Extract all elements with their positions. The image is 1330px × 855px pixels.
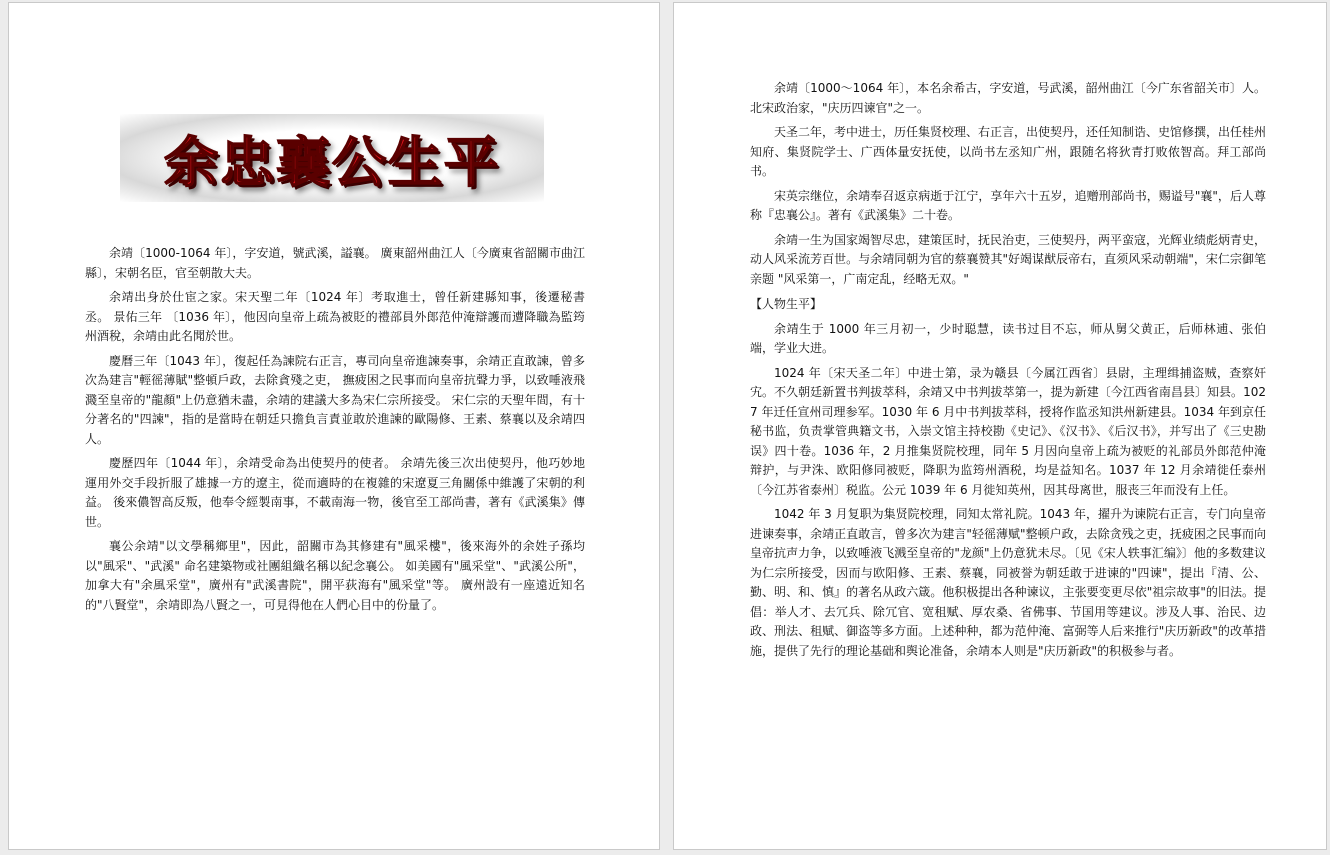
title-banner [120, 114, 544, 202]
document-page-right [673, 2, 1327, 850]
paragraph: 慶曆三年〔1043 年〕，復起任為諫院右正言，專司向皇帝進諫奏事，余靖正直敢諫，曾多次為建言"輕徭薄賦"整頓戶政，去除貪殘之吏， 撫疲困之民事而向皇帝抗聲力爭，以致唾液飛濺至皇帝的"龍顏"上仍意猶未盡，余靖的建議大多為宋仁宗所接受。 宋仁宗的天聖年間，有十分著名的"四諫"，指的是當時在朝廷只擔負言責並敢於進諫的歐陽修、王素、蔡襄以及余靖四人。 [85, 353, 585, 446]
paragraph: 1024 年〔宋天圣二年〕中进士第，录为赣县〔今属江西省〕县尉，主理缉捕盗贼，查察奸宄。不久朝廷新置书判拔萃科，余靖又中书判拔萃第一，提为新建〔今江西省南昌县〕知县。1027 年迁任宣州司理参军。1030 年 6 月中书判拔萃科，授将作监丞知洪州新建县。1034 年到京任秘书监，负责掌管典籍文书，入崇文馆主持校勘《史记》、《汉书》、《后汉书》，并写出了《三史勘误》四十卷。1036 年，2 月推集贤院校理，同年 5 月因向皇帝上疏为被贬的礼部员外郎范仲淹辩护，与尹洙、欧阳修同被贬，降职为监筠州酒税，均是益知名。1037 年 12 月余靖徙任泰州〔今江苏省泰州〕税监。公元 1039 年 6 月徙知英州，因其母离世，服丧三年而没有上任。 [750, 365, 1266, 497]
right-body-text [750, 79, 1266, 666]
paragraph: 宋英宗继位，余靖奉召返京病逝于江宁，享年六十五岁，追赠刑部尚书，赐谥号"襄"，后人尊称『忠襄公』。著有《武溪集》二十卷。 [750, 188, 1266, 222]
paragraph: 余靖生于 1000 年三月初一，少时聪慧，读书过目不忘，师从舅父黄正，后师林逋、张伯端，学业大进。 [750, 321, 1266, 355]
paragraph: 余靖一生为国家竭智尽忠，建策匡时，抚民治吏，三使契丹，两平蛮寇，光辉业绩彪炳青史，动人风采流芳百世。与余靖同朝为官的蔡襄赞其"好竭谋猷辰帝右，直须风采动朝端"，宋仁宗御笔亲题 "风采第一，广南定乱，经略无双。" [750, 232, 1267, 286]
paragraph: 襄公余靖"以文學稱鄉里"，因此，韶關市為其修建有"風采樓"，後來海外的余姓子孫均以"風采"、"武溪" 命名建築物或社團組織名稱以紀念襄公。 如美國有"風采堂"、"武溪公所"，加拿大有"余風采堂"，廣州有"武溪書院"，開平荻海有"風采堂"等。 廣州設有一座遠近知名的"八賢堂"，余靖即為八賢之一，可見得他在人們心目中的份量了。 [85, 539, 585, 612]
paragraph: 慶歷四年〔1044 年〕，余靖受命為出使契丹的使者。 余靖先後三次出使契丹，他巧妙地運用外交手段折服了雄據一方的遼主，從而適時的在複雜的宋遼夏三角關係中維護了宋朝的利益。 後來儂智高反叛，他奉令經製南事，不載南海一物，後官至工部尚書，著有《武溪集》傳世。 [85, 456, 585, 529]
left-body-text [85, 244, 585, 620]
paragraph: 余靖〔1000-1064 年〕，字安道，號武溪，謚襄。 廣東韶州曲江人〔今廣東省韶關市曲江縣〕，宋朝名臣，官至朝散大夫。 [85, 246, 585, 280]
page-title: 余忠襄公生平 [164, 130, 500, 194]
paragraph: 1042 年 3 月复职为集贤院校理，同知太常礼院。1043 年，擢升为谏院右正言，专门向皇帝进谏奏事，余靖正直敢言，曾多次为建言"轻徭薄赋"整顿户政，去除贪残之吏，抚疲困之民事而向皇帝抗声力争，以致唾液飞溅至皇帝的"龙颜"上仍意犹未尽。〔见《宋人轶事汇编》〕他的多数建议为仁宗所接受，因而与欧阳修、王素、蔡襄，同被誉为朝廷敢于进谏的"四谏"，提出『清、公、勤、明、和、慎』的著名从政六箴。他积极提出各种谏议，主张要变更尽依"祖宗故事"的旧法。提倡：举人才、去冗兵、除冗官、宽租赋、厚农桑、省佛事、节国用等建议。涉及人事、治民、边政、刑法、租赋、御盗等多方面。上述种种，都为范仲淹、富弼等人后来推行"庆历新政"的改革措施，提供了先行的理论基础和舆论准备，余靖本人则是"庆历新政"的积极参与者。 [750, 507, 1266, 658]
paragraph: 余靖出身於仕宦之家。宋天聖二年〔1024 年〕考取進士，曾任新建縣知事，後遷秘書丞。 景佑三年 〔1036 年〕，他因向皇帝上疏為被貶的禮部員外郎范仲淹辯護而遭降職為監筠州酒稅，余靖由此名聞於世。 [85, 290, 585, 343]
paragraph: 余靖〔1000～1064 年〕，本名余希古，字安道，号武溪，韶州曲江〔今广东省韶关市〕人。北宋政治家，"庆历四谏官"之一。 [750, 81, 1266, 115]
document-page-left [8, 2, 660, 850]
section-heading: 【人物生平】 [750, 297, 823, 311]
paragraph: 天圣二年，考中进士，历任集贤校理、右正言，出使契丹，还任知制诰、史馆修撰，出任桂州知府、集贤院学士、广西体量安抚使，以尚书左丞知广州，跟随名将狄青打败侬智高。拜工部尚书。 [750, 125, 1267, 178]
